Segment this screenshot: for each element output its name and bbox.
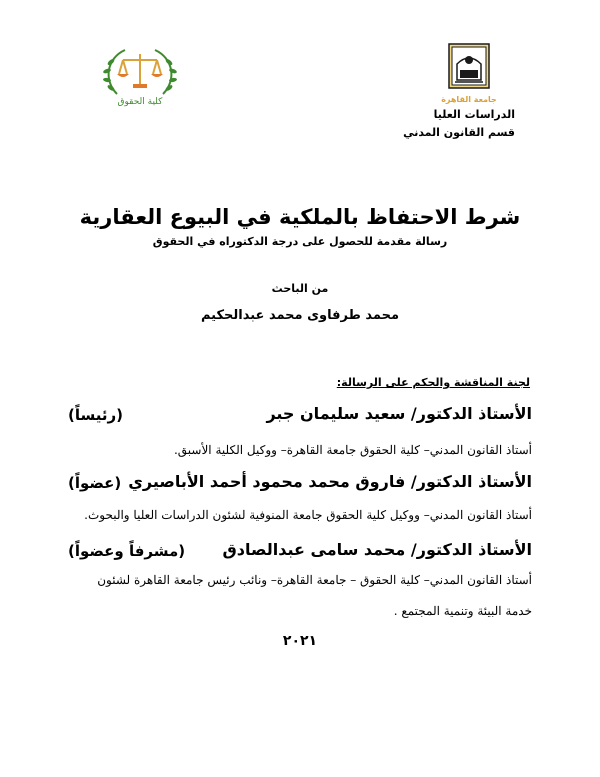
faculty-of-law-logo (95, 40, 185, 110)
thesis-title: شرط الاحتفاظ بالملكية في البيوع العقارية (79, 205, 521, 229)
member-2-description: أستاذ القانون المدني– ووكيل كلية الحقوق جامعة المنوفية لشئون الدراسات العليا والبحوث. (84, 508, 532, 522)
member-2-role: (عضواً) (68, 474, 122, 492)
member-3-description-line-2: خدمة البيئة وتنمية المجتمع . (393, 604, 532, 618)
researcher-label: من الباحث (271, 282, 329, 295)
committee-label: لجنة المناقشة والحكم على الرسالة: (336, 376, 530, 389)
civil-law-department-label: قسم القانون المدني (403, 126, 515, 139)
member-1-name: الأستاذ الدكتور/ سعيد سليمان جبر (266, 404, 532, 423)
researcher-name: محمد طرفاوى محمد عبدالحكيم (200, 308, 400, 323)
member-3-description-line-1: أستاذ القانون المدني– كلية الحقوق – جامعة القاهرة– ونائب رئيس جامعة القاهرة لشئون (97, 573, 532, 587)
year: ٢٠٢١ (282, 633, 318, 649)
member-3-role: (مشرفاً وعضواً) (68, 542, 186, 560)
member-1-role: (رئيساً) (68, 406, 123, 424)
member-3-name: الأستاذ الدكتور/ محمد سامى عبدالصادق (222, 540, 532, 559)
member-1-description: أستاذ القانون المدني– كلية الحقوق جامعة القاهرة– ووكيل الكلية الأسبق. (173, 443, 532, 457)
thesis-subtitle: رسالة مقدمة للحصول على درجة الدكتوراه في الحقوق (152, 235, 448, 248)
svg-text:جامعة القاهرة: جامعة القاهرة (441, 95, 497, 104)
graduate-studies-label: الدراسات العليا (433, 108, 515, 121)
svg-text:كلية الحقوق: كلية الحقوق (117, 97, 163, 107)
cairo-university-logo (441, 42, 497, 108)
member-2-name: الأستاذ الدكتور/ فاروق محمد محمود أحمد الأباصيري (128, 472, 532, 491)
